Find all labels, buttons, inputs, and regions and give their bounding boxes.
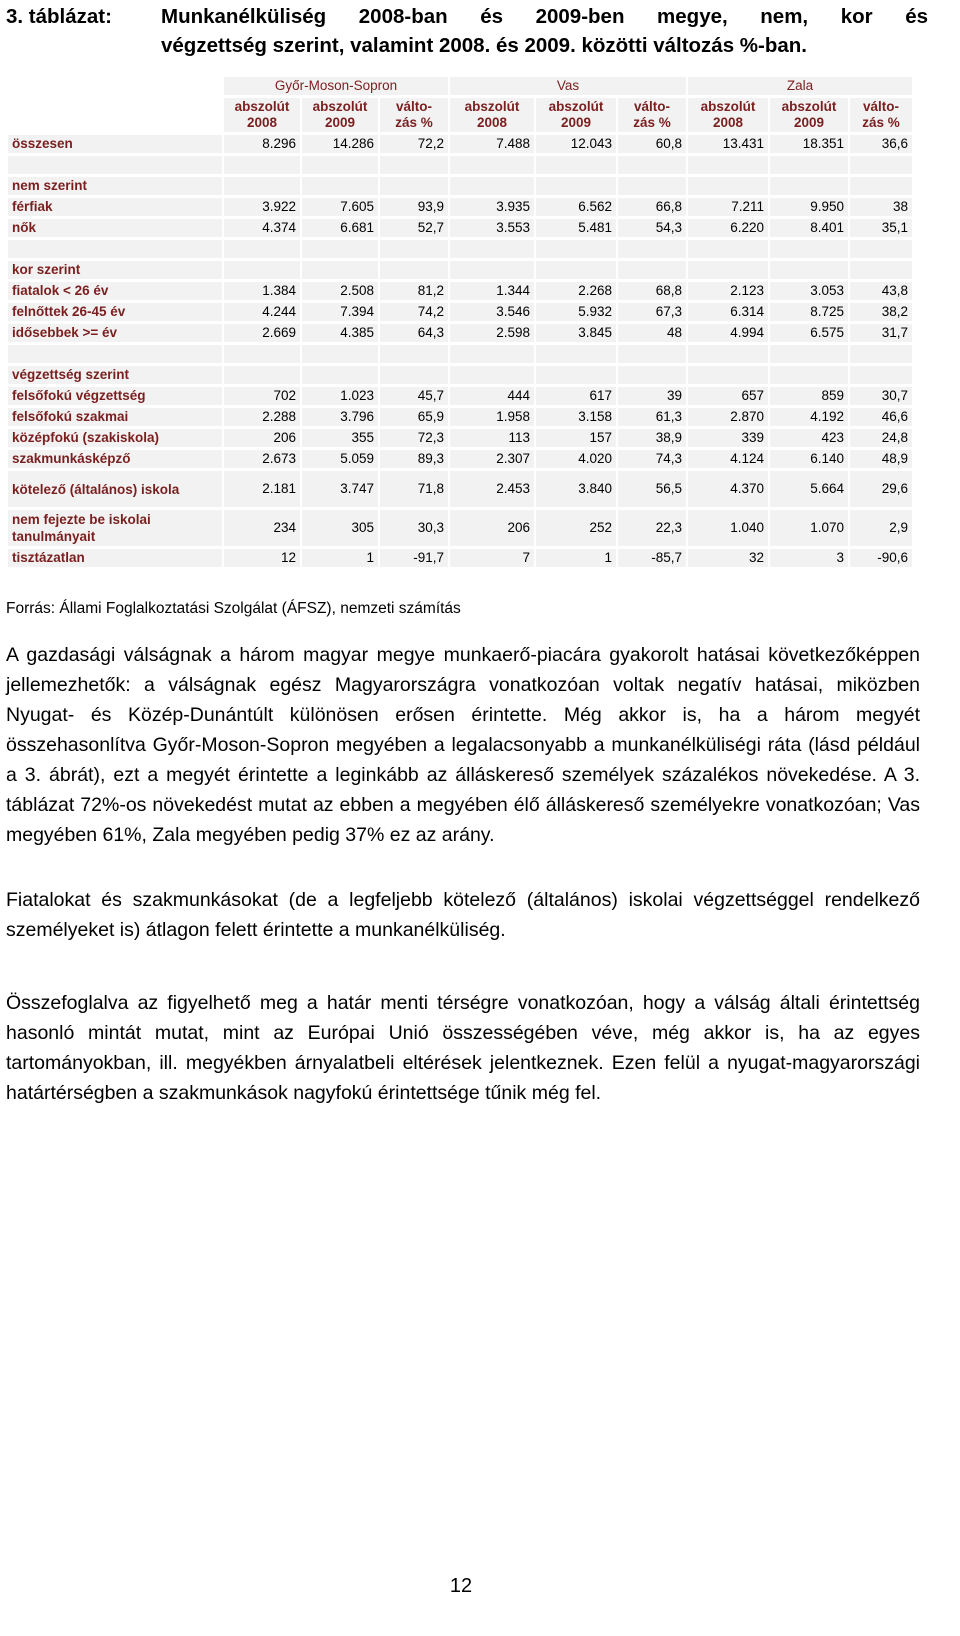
column-header-line: 2009 [793, 115, 825, 130]
table-row [8, 198, 912, 216]
table-cell: 423 [770, 429, 848, 447]
table-row [8, 549, 912, 567]
table-cell: 30,3 [380, 510, 448, 546]
county-header: Zala [688, 77, 912, 95]
empty-cell [8, 345, 222, 363]
empty-cell [850, 366, 912, 384]
table-cell: 93,9 [380, 198, 448, 216]
row-label: középfokú (szakiskola) [8, 429, 222, 447]
row-label: nők [8, 219, 222, 237]
table-cell: 2,9 [850, 510, 912, 546]
table-cell: 1.384 [224, 282, 300, 300]
empty-cell [770, 156, 848, 174]
table-row [8, 219, 912, 237]
row-label: kötelező (általános) iskola [8, 471, 222, 507]
column-header-line: 2008 [712, 115, 744, 130]
column-header [380, 98, 448, 132]
empty-cell [380, 345, 448, 363]
empty-cell [618, 240, 686, 258]
empty-cell [450, 156, 534, 174]
column-header-line: zás % [633, 115, 671, 130]
section-label: kor szerint [8, 261, 222, 279]
table-cell: 4.244 [224, 303, 300, 321]
table-cell: 4.020 [536, 450, 616, 468]
table-title-line2: végzettség szerint, valamint 2008. és 2009. közötti változás %-ban. [161, 34, 808, 57]
empty-cell [850, 345, 912, 363]
table-cell: 3.935 [450, 198, 534, 216]
table-cell: 339 [688, 429, 768, 447]
table-cell: 113 [450, 429, 534, 447]
table-cell: 46,6 [850, 408, 912, 426]
table-cell: 2.181 [224, 471, 300, 507]
empty-cell [770, 240, 848, 258]
column-header-line: abszolút [781, 99, 837, 114]
empty-cell [302, 156, 378, 174]
empty-cell [380, 366, 448, 384]
empty-cell [450, 366, 534, 384]
row-label: nem fejezte be iskolai tanulmányait [8, 510, 222, 546]
empty-cell [224, 240, 300, 258]
table-cell: 74,3 [618, 450, 686, 468]
table-cell: 1.070 [770, 510, 848, 546]
table-cell: 3.053 [770, 282, 848, 300]
table-cell: 702 [224, 387, 300, 405]
empty-cell [688, 261, 768, 279]
table-cell: 61,3 [618, 408, 686, 426]
table-cell: 3.840 [536, 471, 616, 507]
empty-cell [850, 177, 912, 195]
table-cell: 355 [302, 429, 378, 447]
empty-cell [688, 345, 768, 363]
table-cell: 6.314 [688, 303, 768, 321]
column-header [450, 98, 534, 132]
table-cell: 66,8 [618, 198, 686, 216]
section-header-row [8, 261, 912, 279]
table-cell: 43,8 [850, 282, 912, 300]
table-cell: 6.575 [770, 324, 848, 342]
column-header-line: abszolút [234, 99, 290, 114]
table-title-line1: Munkanélküliség 2008-ban és 2009-ben megye, nem, kor és [161, 5, 928, 28]
table-cell: 4.994 [688, 324, 768, 342]
table-row [8, 429, 912, 447]
section-label: végzettség szerint [8, 366, 222, 384]
column-header-line: válto- [862, 99, 899, 114]
table-cell: 5.059 [302, 450, 378, 468]
table-cell: 5.932 [536, 303, 616, 321]
table-cell: 2.598 [450, 324, 534, 342]
empty-cell [450, 261, 534, 279]
empty-cell [8, 77, 222, 95]
table-row [8, 408, 912, 426]
empty-cell [380, 156, 448, 174]
table-cell: 45,7 [380, 387, 448, 405]
table-cell: 3.158 [536, 408, 616, 426]
column-header [770, 98, 848, 132]
table-cell: 2.673 [224, 450, 300, 468]
empty-cell [224, 261, 300, 279]
empty-cell [450, 345, 534, 363]
table-row [8, 387, 912, 405]
table-cell: 22,3 [618, 510, 686, 546]
table-cell: 4.370 [688, 471, 768, 507]
row-label: férfiak [8, 198, 222, 216]
table-cell: 89,3 [380, 450, 448, 468]
empty-cell [770, 366, 848, 384]
row-label: felnőttek 26-45 év [8, 303, 222, 321]
table-cell: 4.192 [770, 408, 848, 426]
table-cell: 4.385 [302, 324, 378, 342]
table-spacer-row [8, 345, 912, 363]
table-cell: 38,2 [850, 303, 912, 321]
empty-cell [224, 156, 300, 174]
empty-cell [688, 156, 768, 174]
empty-cell [380, 177, 448, 195]
section-label: nem szerint [8, 177, 222, 195]
column-header [688, 98, 768, 132]
table-cell: 1.958 [450, 408, 534, 426]
table-cell: 3.796 [302, 408, 378, 426]
table-cell: -90,6 [850, 549, 912, 567]
table-row [8, 282, 912, 300]
table-cell: 38,9 [618, 429, 686, 447]
paragraph-3: Összefoglalva az figyelhető meg a határ menti térségre vonatkozóan, hogy a válság általi érintettség hasonló mintát mutat, mint az Európai Unió összességében véve, még akkor is, ha az egyes tartományokban, ill. megyékben árnyalatbeli eltérések jelentkeznek. Ezen felül a nyugat-magyarországi határtérségben a szakmunkások nagyfokú érintettsége tűnik még fel. [6, 992, 920, 1104]
empty-cell [850, 156, 912, 174]
column-header [850, 98, 912, 132]
table-cell: 7 [450, 549, 534, 567]
table-cell: 2.870 [688, 408, 768, 426]
table-cell: 2.123 [688, 282, 768, 300]
table-row [8, 303, 912, 321]
empty-cell [536, 261, 616, 279]
empty-cell [224, 345, 300, 363]
table-cell: 39 [618, 387, 686, 405]
table-cell: 252 [536, 510, 616, 546]
row-label: szakmunkásképző [8, 450, 222, 468]
table-cell: 38 [850, 198, 912, 216]
table-cell: 8.296 [224, 135, 300, 153]
row-label: tisztázatlan [8, 549, 222, 567]
table-row [8, 510, 912, 546]
column-header-line: abszolút [312, 99, 368, 114]
empty-cell [850, 261, 912, 279]
table-cell: 1.023 [302, 387, 378, 405]
empty-cell [380, 240, 448, 258]
table-cell: 18.351 [770, 135, 848, 153]
table-cell: 36,6 [850, 135, 912, 153]
table-cell: 444 [450, 387, 534, 405]
paragraph-2: Fiatalokat és szakmunkásokat (de a legfeljebb kötelező (általános) iskolai végzettséggel rendelkező személyeket is) átlagon felett érintette a munkanélküliség. [6, 889, 920, 941]
table-cell: 5.664 [770, 471, 848, 507]
empty-cell [770, 177, 848, 195]
table-cell: 24,8 [850, 429, 912, 447]
table-cell: 3.747 [302, 471, 378, 507]
table-cell: 5.481 [536, 219, 616, 237]
table-cell: 206 [450, 510, 534, 546]
empty-cell [770, 345, 848, 363]
empty-cell [8, 156, 222, 174]
table-cell: 234 [224, 510, 300, 546]
table-cell: 64,3 [380, 324, 448, 342]
table-cell: 657 [688, 387, 768, 405]
table-cell: 52,7 [380, 219, 448, 237]
empty-cell [8, 98, 222, 132]
column-header-line: 2008 [476, 115, 508, 130]
paragraph-1: A gazdasági válságnak a három magyar megye munkaerő-piacára gyakorolt hatásai következőképpen jellemezhetők: a válságnak egész Magyarországra vonatkozóan voltak negatív hatásai, miközben Nyugat- és Közép-Dunántúlt különösen erősen érintette. Még akkor is, ha a három megyét összehasonlítva Győr-Moson-Sopron megyében a legalacsonyabb a munkanélküliségi ráta (lásd például a 3. ábrát), ezt a megyét érintette a leginkább az álláskereső személyek százalékos növekedése. A 3. táblázat 72%-os növekedést mutat az ebben a megyében élő álláskereső személyekre vonatkozóan; Vas megyében 61%, Zala megyében pedig 37% ez az arány. [6, 644, 920, 846]
row-label: idősebbek >= év [8, 324, 222, 342]
table-cell: 31,7 [850, 324, 912, 342]
table-cell: 32 [688, 549, 768, 567]
table-row [8, 471, 912, 507]
empty-cell [618, 345, 686, 363]
section-header-row [8, 177, 912, 195]
column-header-line: zás % [395, 115, 433, 130]
table-cell: 48 [618, 324, 686, 342]
table-cell: 2.307 [450, 450, 534, 468]
table-cell: 13.431 [688, 135, 768, 153]
page-number: 12 [449, 1575, 473, 1597]
empty-cell [536, 177, 616, 195]
column-header-line: 2009 [324, 115, 356, 130]
table-spacer-row [8, 240, 912, 258]
table-cell: 2.288 [224, 408, 300, 426]
empty-cell [380, 261, 448, 279]
unemployment-table [6, 74, 914, 570]
table-cell: 2.508 [302, 282, 378, 300]
table-cell: 7.211 [688, 198, 768, 216]
table-cell: 1 [302, 549, 378, 567]
table-cell: 6.140 [770, 450, 848, 468]
table-cell: 305 [302, 510, 378, 546]
table-cell: 9.950 [770, 198, 848, 216]
table-cell: 1.040 [688, 510, 768, 546]
column-header-line: válto- [633, 99, 670, 114]
empty-cell [536, 366, 616, 384]
table-cell: 157 [536, 429, 616, 447]
table-spacer-row [8, 156, 912, 174]
column-header [302, 98, 378, 132]
table-cell: 7.394 [302, 303, 378, 321]
empty-cell [302, 177, 378, 195]
table-cell: 2.669 [224, 324, 300, 342]
empty-cell [850, 240, 912, 258]
column-header-line: válto- [395, 99, 432, 114]
table-title-label: 3. táblázat: [6, 5, 112, 28]
empty-cell [224, 366, 300, 384]
empty-cell [536, 345, 616, 363]
source-note: Forrás: Állami Foglalkoztatási Szolgálat (ÁFSZ), nemzeti számítás [6, 600, 461, 617]
empty-cell [536, 156, 616, 174]
column-header-row [8, 98, 912, 132]
table-cell: 14.286 [302, 135, 378, 153]
empty-cell [688, 177, 768, 195]
column-header [536, 98, 616, 132]
empty-cell [302, 240, 378, 258]
table-cell: 1 [536, 549, 616, 567]
column-header-line: 2008 [246, 115, 278, 130]
table-cell: 12.043 [536, 135, 616, 153]
table-cell: 3 [770, 549, 848, 567]
column-header-line: abszolút [548, 99, 604, 114]
county-header: Vas [450, 77, 686, 95]
table-cell: 1.344 [450, 282, 534, 300]
table-cell: 2.268 [536, 282, 616, 300]
empty-cell [8, 240, 222, 258]
table-cell: 72,3 [380, 429, 448, 447]
table-cell: 859 [770, 387, 848, 405]
table-cell: 67,3 [618, 303, 686, 321]
empty-cell [688, 366, 768, 384]
column-header [224, 98, 300, 132]
column-header-line: 2009 [560, 115, 592, 130]
section-header-row [8, 366, 912, 384]
county-header: Győr-Moson-Sopron [224, 77, 448, 95]
table-row [8, 324, 912, 342]
table-cell: 4.374 [224, 219, 300, 237]
column-header-line: abszolút [464, 99, 520, 114]
table-cell: 71,8 [380, 471, 448, 507]
empty-cell [618, 156, 686, 174]
group-header-row [8, 77, 912, 95]
table-cell: 60,8 [618, 135, 686, 153]
table-cell: 72,2 [380, 135, 448, 153]
table-cell: 7.605 [302, 198, 378, 216]
table-cell: 4.124 [688, 450, 768, 468]
empty-cell [618, 366, 686, 384]
table-cell: 2.453 [450, 471, 534, 507]
row-label: összesen [8, 135, 222, 153]
table-cell: 6.562 [536, 198, 616, 216]
table-cell: 6.681 [302, 219, 378, 237]
table-cell: -85,7 [618, 549, 686, 567]
table-row [8, 135, 912, 153]
row-label: felsőfokú szakmai [8, 408, 222, 426]
table-cell: 6.220 [688, 219, 768, 237]
empty-cell [770, 261, 848, 279]
empty-cell [302, 345, 378, 363]
table-cell: 3.553 [450, 219, 534, 237]
empty-cell [536, 240, 616, 258]
table-cell: 30,7 [850, 387, 912, 405]
table-cell: 48,9 [850, 450, 912, 468]
empty-cell [688, 240, 768, 258]
empty-cell [224, 177, 300, 195]
empty-cell [450, 240, 534, 258]
table-row [8, 450, 912, 468]
table-cell: 8.725 [770, 303, 848, 321]
table-cell: 12 [224, 549, 300, 567]
table-cell: 74,2 [380, 303, 448, 321]
table-cell: 54,3 [618, 219, 686, 237]
row-label: felsőfokú végzettség [8, 387, 222, 405]
table-cell: 35,1 [850, 219, 912, 237]
table-cell: 65,9 [380, 408, 448, 426]
empty-cell [302, 261, 378, 279]
table-cell: 7.488 [450, 135, 534, 153]
table-cell: 3.922 [224, 198, 300, 216]
empty-cell [618, 261, 686, 279]
table-cell: 206 [224, 429, 300, 447]
table-cell: 3.845 [536, 324, 616, 342]
table-cell: 29,6 [850, 471, 912, 507]
column-header-line: abszolút [700, 99, 756, 114]
table-cell: 617 [536, 387, 616, 405]
column-header [618, 98, 686, 132]
table-cell: -91,7 [380, 549, 448, 567]
empty-cell [618, 177, 686, 195]
column-header-line: zás % [862, 115, 900, 130]
table-cell: 8.401 [770, 219, 848, 237]
table-cell: 3.546 [450, 303, 534, 321]
empty-cell [450, 177, 534, 195]
table-cell: 68,8 [618, 282, 686, 300]
row-label: fiatalok < 26 év [8, 282, 222, 300]
table-cell: 56,5 [618, 471, 686, 507]
empty-cell [302, 366, 378, 384]
table-cell: 81,2 [380, 282, 448, 300]
